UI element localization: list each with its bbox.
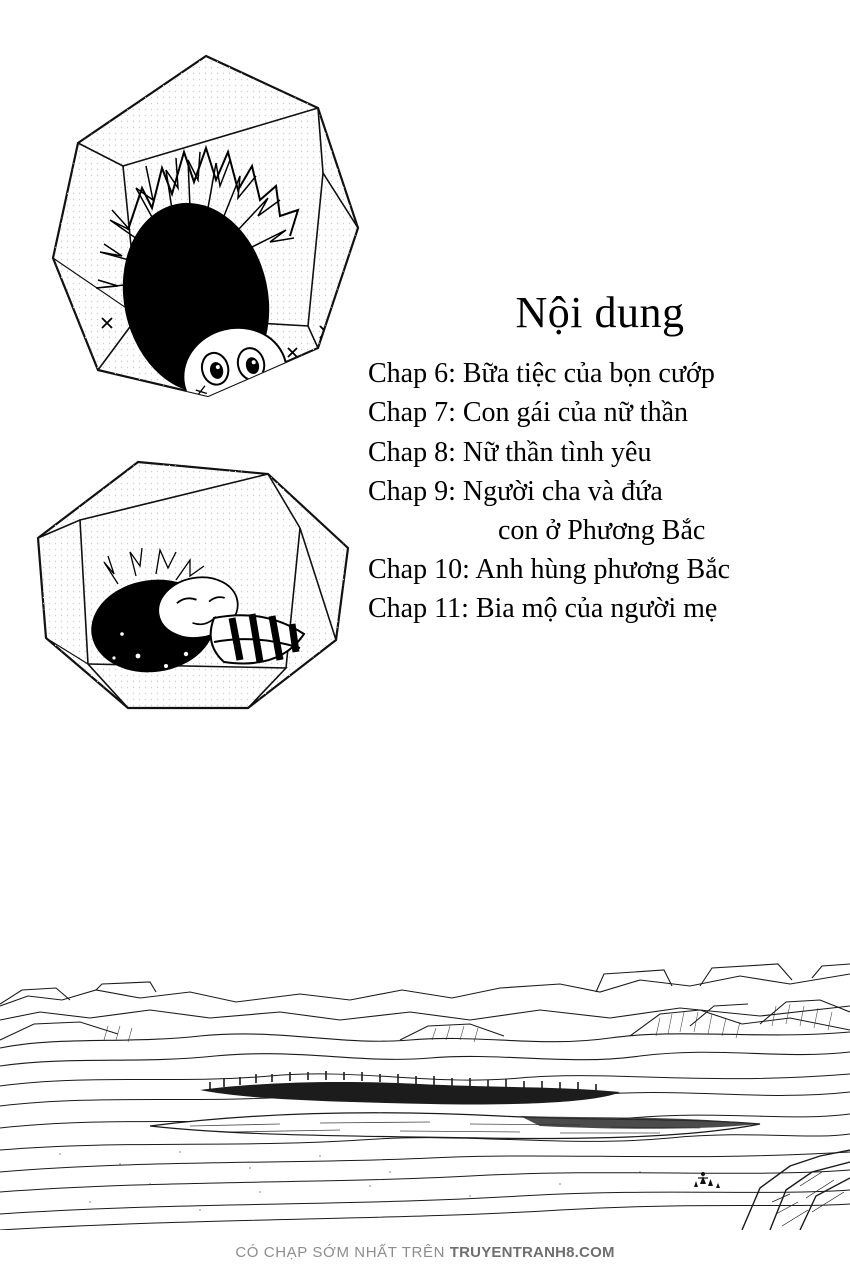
list-item: Chap 10: Anh hùng phương Bắc [368,554,731,586]
list-item: Chap 11: Bia mộ của người mẹ [368,593,718,625]
list-item-continuation: con ở Phương Bắc [498,514,706,546]
contents-block [360,290,840,629]
watermark-brand: TRUYENTRANH8.COM [449,1244,615,1261]
desert-valley-landscape [0,940,850,1230]
polygon-portrait-reclining-character [18,458,363,728]
polygon-portrait-spiky-hair-character [18,48,368,438]
list-item: Chap 8: Nữ thần tình yêu [368,436,652,468]
page-title: Nội dung [515,288,685,337]
watermark-prefix: CÓ CHẠP SỚM NHẤT TRÊN [235,1244,450,1261]
watermark [0,1244,850,1261]
list-item: Chap 7: Con gái của nữ thần [368,397,689,429]
table-of-contents [360,354,840,628]
list-item: Chap 9: Người cha và đứa [368,475,663,507]
list-item: Chap 6: Bữa tiệc của bọn cướp [368,358,715,390]
